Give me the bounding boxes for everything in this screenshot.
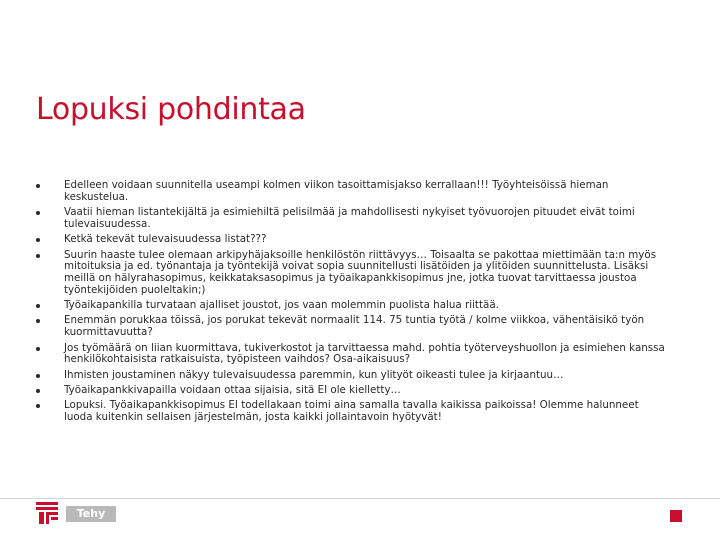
bullet-item [36, 300, 670, 312]
bullet-dot-icon [36, 347, 40, 351]
bullet-item [36, 343, 670, 366]
bullet-dot-icon [36, 211, 40, 215]
bullet-item [36, 400, 670, 423]
bullet-text: Vaatii hieman listantekijältä ja esimiehiltä pelisilmää ja mahdollisesti nykyiset työvuorojen pituudet eivät toimi tulevaisuudessa. [64, 206, 635, 230]
bullet-text: Työaikapankilla turvataan ajalliset joustot, jos vaan molemmin puolista halua riittää. [64, 299, 499, 312]
bullet-list [36, 180, 670, 428]
slide-corner-square-icon [670, 510, 682, 522]
bullet-text: Lopuksi. Työaikapankkisopimus EI todellakaan toimi aina samalla tavalla kaikissa paikoissa! Olemme halunneet luoda kuitenkin sellaisen järjestelmän, josta kaikki jollaintavoin hyötyvät! [64, 399, 639, 424]
tehy-logo-text: Tehy [66, 506, 116, 522]
bullet-dot-icon [36, 304, 40, 308]
bullet-dot-icon [36, 254, 40, 258]
bullet-text: Enemmän porukkaa töissä, jos porukat tekevät normaalit 114. 75 tuntia työtä / kolme viikkoa, vähentäisikö työn kuormittavuutta? [64, 314, 645, 339]
footer-divider [0, 498, 720, 499]
bullet-dot-icon [36, 319, 40, 323]
bullet-text: Jos työmäärä on liian kuormittava, tukiverkostot ja tarvittaessa mahd. pohtia työterveyshuollon ja esimiehen kanssa henkilökohtaisista ratkaisuista, työpisteen vaihdos? Osa-aikaisuus? [64, 341, 665, 366]
bullet-item [36, 315, 670, 338]
tehy-logo [34, 500, 114, 526]
bullet-text: Ihmisten joustaminen näkyy tulevaisuudessa paremmin, kun ylityöt oikeasti tulee ja kirjaantuu… [64, 368, 564, 381]
slide-title: Lopuksi pohdintaa [36, 92, 306, 127]
bullet-item [36, 207, 670, 230]
bullet-item [36, 250, 670, 297]
bullet-dot-icon [36, 374, 40, 378]
bullet-dot-icon [36, 389, 40, 393]
bullet-item [36, 370, 670, 382]
tehy-logo-icon [34, 500, 60, 526]
bullet-item [36, 180, 670, 203]
bullet-text: Suurin haaste tulee olemaan arkipyhäjaksoille henkilöstön riittävyys… Toisaalta se pakottaa miettimään ta:n myös mitoituksia ja ed. työnantaja ja työntekijä voivat sopia suunnitellusti lisätöiden ja ylitöiden suunnittelusta. Lisäksi meillä on hälyrahasopimus, keikkataksasopimus ja työaikapankkisopimus jne, jotka tuovat tarvittaessa joustoa työntekijöiden puoleltakin;) [64, 248, 657, 296]
bullet-text: Ketkä tekevät tulevaisuudessa listat??? [64, 233, 267, 246]
bullet-text: Työaikapankkivapailla voidaan ottaa sijaisia, sitä EI ole kielletty… [64, 384, 401, 397]
bullet-dot-icon [36, 184, 40, 188]
bullet-item [36, 234, 670, 246]
bullet-text: Edelleen voidaan suunnitella useampi kolmen viikon tasoittamisjakso kerrallaan!!! Työyhteisöissä hieman keskustelua. [64, 179, 609, 203]
bullet-dot-icon [36, 404, 40, 408]
bullet-item [36, 385, 670, 397]
bullet-dot-icon [36, 238, 40, 242]
